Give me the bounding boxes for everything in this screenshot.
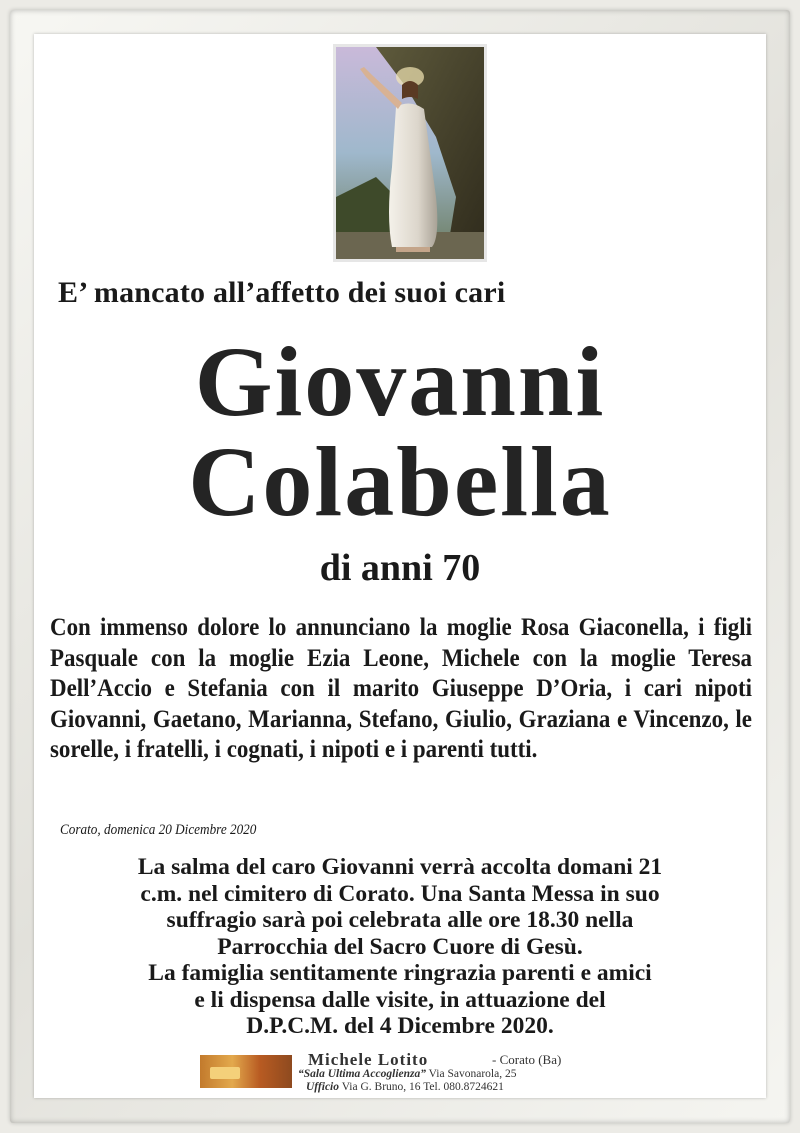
office-line (306, 1081, 504, 1093)
funeral-line: La famiglia sentitamente ringrazia parenti e amici (148, 960, 652, 986)
funeral-line: Parrocchia del Sacro Cuore di Gesù. (217, 933, 583, 960)
sala-label: “Sala Ultima Accoglienza” (298, 1068, 426, 1080)
agency-city: - Corato (Ba) (492, 1052, 562, 1067)
age-line: di anni 70 (319, 547, 481, 589)
office-address: Via G. Bruno, 16 (341, 1081, 421, 1093)
funeral-line: c.m. nel cimitero di Corato. Una Santa Messa in suo (140, 880, 660, 907)
last-name: Colabella (188, 426, 612, 537)
funeral-line: suffragio sarà poi celebrata alle ore 18.30 nella (166, 907, 634, 933)
religious-image (333, 44, 487, 262)
sala-line (298, 1068, 516, 1080)
agency-name: Michele Lotito (308, 1050, 429, 1069)
intro-line: E’ mancato all’affetto dei suoi cari (58, 276, 506, 309)
first-name: Giovanni (194, 326, 606, 437)
agency-phone: Tel. 080.8724621 (423, 1081, 504, 1093)
agency-logo-image (200, 1055, 292, 1088)
funeral-line: La salma del caro Giovanni verrà accolta domani 21 (137, 854, 663, 880)
announcement-text: Con immenso dolore lo annunciano la moglie Rosa Giaconella, i figli Pasquale con la moglie Ezia Leone, Michele con la moglie Teresa Dell’Accio e Stefania con il marito Giuseppe D’Oria, i cari nipoti Giovanni, Gaetano, Marianna, Stefano, Giulio, Graziana e Vincenzo, le sorelle, i fratelli, i cognati, i nipoti e i parenti tutti. (50, 612, 752, 763)
funeral-line: e li dispensa dalle visite, in attuazione del (194, 986, 606, 1013)
funeral-details (0, 854, 800, 1040)
funeral-line: D.P.C.M. del 4 Dicembre 2020. (246, 1013, 554, 1039)
sala-address: Via Savonarola, 25 (428, 1068, 517, 1080)
dateline: Corato, domenica 20 Dicembre 2020 (60, 822, 257, 838)
office-label: Ufficio (306, 1081, 340, 1093)
